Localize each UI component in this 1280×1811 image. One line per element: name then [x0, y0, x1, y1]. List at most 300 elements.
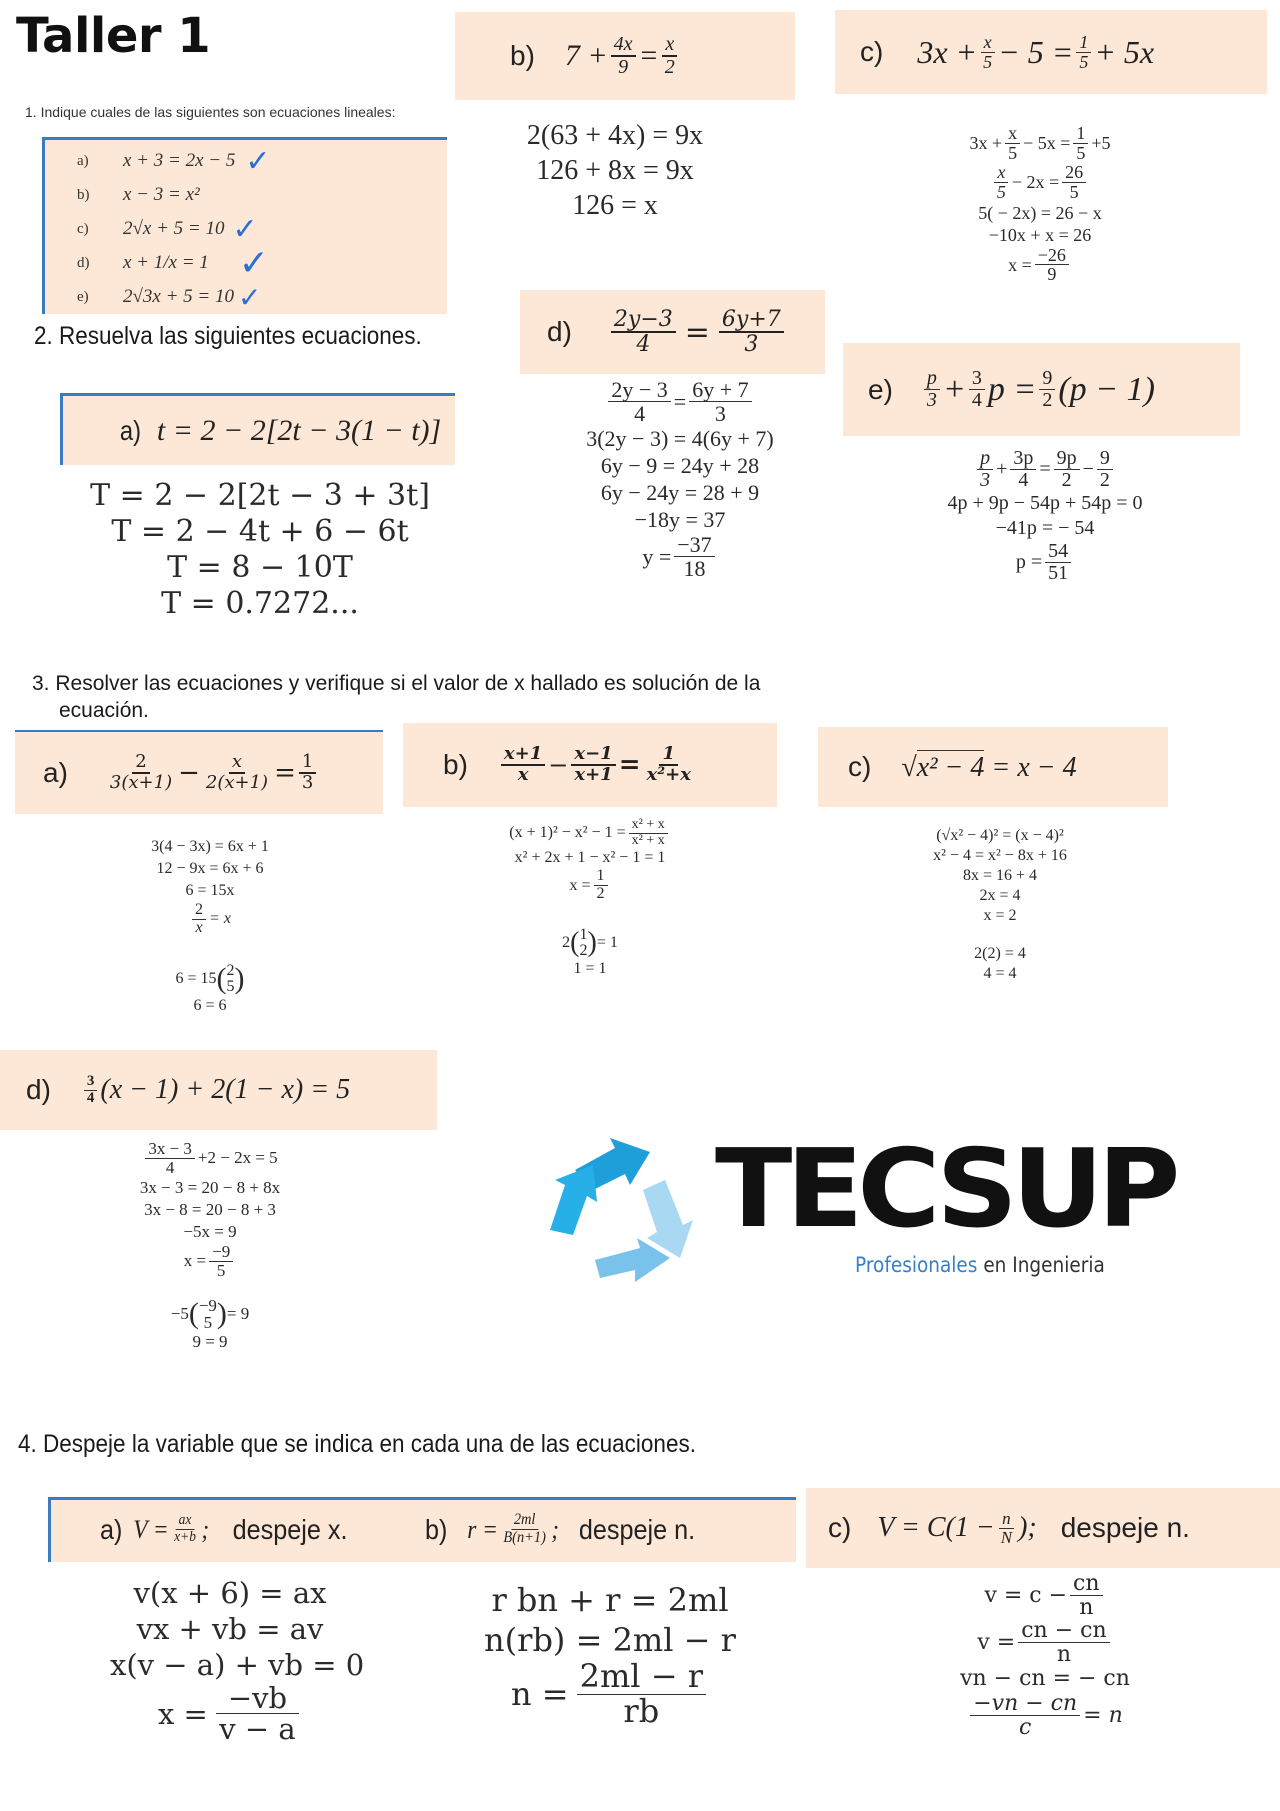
q2a-equation: t = 2 − 2[2t − 3(1 − t)] — [156, 413, 442, 447]
eq-part: − — [548, 751, 569, 779]
fraction — [924, 368, 940, 411]
fraction — [608, 378, 670, 425]
numerator: 1 — [579, 925, 588, 943]
eq-part: − 5 = — [998, 33, 1074, 70]
fraction — [611, 34, 636, 78]
eq-part: = — [684, 314, 710, 350]
step-part: − — [1082, 458, 1094, 480]
step: v(x + 6) = ax — [133, 1576, 327, 1610]
step — [540, 378, 820, 425]
denominator: 4 — [636, 332, 651, 357]
checkmark-icon: ✓ — [238, 280, 262, 314]
checkmark-icon: ✓ — [232, 211, 258, 247]
step: n(rb) = 2ml − r — [484, 1621, 736, 1659]
numerator: 54 — [1045, 541, 1071, 563]
q3a-steps — [80, 836, 340, 1017]
fraction — [977, 448, 993, 491]
fraction — [1018, 1619, 1109, 1666]
q1-prompt: 1. Indique cuales de las siguientes son ecuaciones lineales: — [25, 104, 396, 120]
step-part: n = — [511, 1675, 569, 1714]
eq-part: + 5x — [1094, 33, 1155, 70]
fraction — [107, 753, 175, 793]
q2e-label: e) — [868, 373, 893, 405]
step: 4p + 9p − 54p + 54p = 0 — [947, 492, 1143, 514]
step-part: x = — [157, 1696, 208, 1731]
fraction — [1039, 368, 1055, 411]
tagline-dark: en Ingenieria — [983, 1253, 1105, 1277]
step — [880, 541, 1210, 584]
check-step: 9 = 9 — [192, 1332, 228, 1352]
step: −41p = − 54 — [995, 517, 1095, 539]
checkmark-icon: ✓ — [245, 143, 271, 179]
paren-open: ( — [570, 926, 580, 958]
q4c-label: c) — [828, 1512, 852, 1543]
denominator: x²+x — [646, 764, 691, 785]
step: x(v − a) + vb = 0 — [110, 1648, 365, 1682]
paren-open: ( — [188, 1297, 199, 1331]
step: 6y − 9 = 24y + 28 — [600, 453, 760, 479]
numerator: 9 — [1097, 448, 1113, 470]
denominator: n — [1056, 1642, 1071, 1668]
denominator: 5 — [1008, 142, 1018, 163]
fraction — [1010, 448, 1036, 491]
q2d-label: d) — [547, 316, 572, 347]
step-part: +2 − 2x = 5 — [197, 1148, 278, 1168]
q2a-label: a) — [119, 414, 142, 446]
eq-part: p = — [987, 370, 1037, 408]
step: r bn + r = 2ml — [491, 1581, 729, 1619]
item-label: a) — [77, 152, 89, 169]
denominator: 2 — [1042, 389, 1053, 411]
q3d-equation — [81, 1074, 350, 1107]
logo-wordmark: TECSUP — [715, 1127, 1175, 1252]
tagline-blue: Profesionales — [855, 1253, 978, 1277]
step: 5( − 2x) = 26 − x — [978, 202, 1102, 223]
denominator: x — [517, 764, 529, 785]
numerator: −26 — [1035, 246, 1069, 266]
binom — [227, 963, 235, 995]
numerator: x — [662, 34, 677, 57]
q4c-equation-box — [806, 1488, 1280, 1568]
fraction — [1062, 163, 1086, 202]
fraction — [192, 902, 206, 937]
step — [460, 868, 720, 903]
paren-open: ( — [216, 961, 227, 995]
numerator: x — [981, 33, 995, 53]
numerator: −9 — [198, 1296, 217, 1316]
denominator: 51 — [1048, 562, 1069, 584]
denominator: 2(x+1) — [205, 772, 269, 793]
item-equation: x − 3 = x² — [123, 184, 200, 205]
check-step — [80, 963, 340, 995]
numerator: p — [977, 448, 993, 470]
q1-item-d — [77, 242, 447, 284]
numerator: n — [999, 1510, 1014, 1529]
step — [100, 1243, 320, 1280]
step: 3x − 8 = 20 − 8 + 3 — [144, 1199, 276, 1219]
q4-prompt: 4. Despeje la variable que se indica en cada una de las ecuaciones. — [18, 1430, 696, 1458]
sqrt-icon: √ — [901, 752, 917, 783]
paren-close: ) — [234, 961, 245, 995]
q4b-equation — [425, 1502, 695, 1557]
denominator: 18 — [683, 556, 706, 582]
fraction — [1045, 541, 1071, 584]
step: T = 2 − 2[2t − 3 + 3t] — [90, 478, 430, 513]
denominator: 5 — [1079, 51, 1089, 72]
step-part: 3x + — [969, 133, 1003, 154]
numerator: x² + x — [629, 818, 668, 834]
fraction — [1054, 448, 1080, 491]
check-step: 4 = 4 — [983, 965, 1017, 982]
q2d-equation-box — [520, 290, 825, 374]
numerator: 2ml — [511, 1512, 538, 1530]
denominator: 5 — [1076, 142, 1086, 163]
q2e-equation — [921, 368, 1155, 411]
step-part: −5 — [170, 1304, 189, 1324]
q3-prompt-line2: ecuación. — [59, 699, 149, 722]
numerator: 1 — [659, 745, 678, 766]
check-step — [100, 1297, 320, 1331]
fraction — [171, 1513, 198, 1546]
q3b-equation-box — [403, 723, 777, 807]
page-title: Taller 1 — [16, 8, 211, 64]
eq-part: = x − 4 — [991, 752, 1077, 783]
step — [460, 818, 720, 848]
fraction — [1035, 246, 1069, 285]
tecsup-logo — [535, 1125, 1185, 1300]
step — [80, 902, 340, 937]
denominator: 4 — [86, 1089, 95, 1106]
step-part: 6 = 15 — [175, 969, 217, 987]
q3a-equation-box — [15, 730, 383, 814]
numerator: −vn − cn — [970, 1692, 1080, 1716]
paren-close: ) — [216, 1297, 227, 1331]
fraction — [501, 1512, 549, 1547]
q4a-label: a) — [100, 1513, 123, 1545]
denominator: x — [195, 918, 203, 936]
numerator: 4x — [611, 34, 636, 57]
q3a-label: a) — [43, 757, 68, 788]
step: −5x = 9 — [183, 1221, 237, 1241]
step-part: + — [996, 458, 1008, 480]
step-part: = 9 — [226, 1304, 250, 1324]
eq-part: V = — [133, 1514, 169, 1544]
fraction — [629, 818, 668, 848]
q3a-equation — [104, 753, 319, 793]
fraction — [84, 1074, 98, 1107]
denominator: 9 — [618, 56, 629, 78]
eq-part: ); — [1018, 1512, 1037, 1543]
step-part: = x — [209, 910, 231, 928]
step: 2x = 4 — [979, 887, 1021, 904]
numerator: 1 — [594, 868, 608, 886]
step: x = 2 — [983, 907, 1017, 924]
numerator: 26 — [1062, 163, 1086, 183]
q1-item-a — [77, 144, 447, 178]
q4a-steps — [110, 1575, 365, 1747]
fraction — [145, 1140, 195, 1177]
numerator: 3 — [969, 368, 985, 390]
numerator: 6y+7 — [719, 308, 784, 333]
step-part: = — [1039, 458, 1051, 480]
step — [540, 533, 820, 580]
step-part: v = c − — [984, 1582, 1068, 1608]
q2b-label: b) — [510, 40, 535, 71]
q4c-steps — [925, 1572, 1165, 1740]
denominator: B(n+1) — [503, 1529, 546, 1546]
eq-part: = — [618, 750, 641, 780]
numerator: 2 — [192, 902, 206, 920]
numerator: p — [924, 368, 940, 390]
step — [900, 246, 1180, 285]
numerator: 3x − 3 — [145, 1140, 195, 1159]
fraction — [970, 1692, 1080, 1739]
numerator: 6y + 7 — [689, 378, 751, 402]
denominator: 3 — [714, 401, 726, 427]
step: T = 0.7272... — [161, 586, 359, 621]
check-step: 2(2) = 4 — [974, 945, 1026, 962]
denominator: x² + x — [631, 832, 665, 848]
q3c-steps — [880, 826, 1120, 984]
step-part: v = — [977, 1629, 1016, 1655]
numerator: 2y−3 — [611, 308, 676, 333]
denominator: 9 — [1047, 264, 1057, 285]
step-part: − 5x = — [1023, 133, 1071, 154]
numerator: 9 — [1039, 368, 1055, 390]
fraction — [998, 1510, 1015, 1547]
q2a-equation-box — [60, 393, 455, 465]
step: T = 8 − 10T — [167, 550, 353, 585]
eq-part: = — [638, 39, 659, 72]
step: 2(63 + 4x) = 9x — [526, 120, 704, 151]
fraction — [571, 745, 615, 785]
step-part: y = — [642, 544, 672, 570]
numerator: −vb — [216, 1683, 299, 1714]
q2c-steps — [900, 124, 1180, 284]
step: vx + vb = av — [136, 1612, 324, 1646]
step-part: (x + 1)² − x² − 1 = — [509, 824, 626, 842]
step — [110, 1683, 350, 1745]
fraction — [1076, 33, 1091, 72]
checkmark-icon: ✓ — [238, 242, 269, 284]
step-part: x = — [569, 876, 591, 894]
step — [925, 1692, 1165, 1739]
numerator: x — [994, 163, 1008, 183]
fraction — [577, 1657, 706, 1730]
denominator: 4 — [971, 389, 982, 411]
step-part: = n — [1083, 1702, 1123, 1728]
step: vn − cn = − cn — [960, 1666, 1130, 1692]
q2c-equation — [917, 33, 1154, 72]
numerator: x+1 — [501, 745, 545, 766]
denominator: 3 — [744, 332, 759, 357]
check-step: 1 = 1 — [573, 959, 607, 977]
q3b-steps — [460, 818, 720, 979]
denominator: 3(x+1) — [109, 772, 173, 793]
q1-item-c — [77, 212, 447, 246]
q3b-label: b) — [443, 749, 468, 780]
fraction — [689, 378, 751, 425]
item-equation: x + 3 = 2x − 5 — [123, 150, 236, 171]
q3c-equation — [901, 750, 1076, 784]
numerator: 1 — [1076, 33, 1091, 53]
fraction — [980, 33, 995, 72]
item-label: d) — [77, 254, 90, 271]
step-part: x = — [1008, 254, 1032, 275]
eq-part: = — [274, 758, 296, 788]
denominator: x+1 — [574, 764, 613, 785]
q3c-label: c) — [848, 751, 872, 782]
numerator: x — [229, 753, 245, 774]
denominator: n — [1079, 1595, 1094, 1621]
fraction — [1005, 124, 1020, 163]
step: 12 − 9x = 6x + 6 — [156, 860, 264, 877]
denominator: 2 — [1061, 469, 1072, 491]
q2b-equation — [565, 34, 681, 78]
step-part: − 2x = — [1011, 172, 1060, 193]
step-part: = — [673, 389, 687, 415]
denominator: 5 — [996, 181, 1006, 202]
fraction — [209, 1243, 233, 1280]
eq-part: (x − 1) + 2(1 − x) = 5 — [100, 1074, 351, 1105]
fraction — [662, 34, 678, 78]
q2-prompt: 2. Resuelva las siguientes ecuaciones. — [34, 322, 422, 350]
q4b-task: despeje n. — [578, 1513, 696, 1545]
fraction — [644, 745, 694, 785]
fraction — [674, 533, 714, 580]
item-equation: 2√3x + 5 = 10 — [123, 286, 235, 307]
q2e-equation-box — [843, 343, 1240, 436]
step-part: +5 — [1091, 133, 1111, 154]
q3-prompt-line1: 3. Resolver las ecuaciones y verifique si el valor de x hallado es solución de la — [32, 672, 761, 695]
numerator: 9p — [1054, 448, 1080, 470]
numerator: 3p — [1010, 448, 1036, 470]
numerator: 2y − 3 — [608, 378, 670, 402]
q3c-equation-box — [818, 727, 1168, 807]
eq-part: (p − 1) — [1058, 370, 1155, 408]
step — [880, 448, 1210, 491]
numerator: 2ml − r — [577, 1660, 706, 1695]
item-label: b) — [77, 186, 90, 203]
denominator: 2 — [664, 56, 675, 78]
fraction — [719, 308, 784, 356]
q4a-equation — [100, 1502, 347, 1557]
item-label: e) — [77, 288, 89, 305]
fraction — [611, 308, 676, 356]
denominator: 2 — [596, 885, 605, 903]
numerator: x — [1005, 124, 1020, 144]
eq-part: r = — [467, 1514, 498, 1544]
numerator: 3 — [84, 1074, 98, 1091]
step: 3x − 3 = 20 − 8 + 8x — [139, 1177, 281, 1197]
eq-part: 3x + — [917, 33, 978, 70]
q1-item-b — [77, 178, 447, 212]
numerator: cn — [1070, 1572, 1103, 1596]
denominator: 4 — [634, 401, 646, 427]
eq-part: − — [178, 758, 200, 788]
step: T = 2 − 4t + 6 − 6t — [111, 514, 409, 549]
denominator: 4 — [165, 1157, 175, 1177]
numerator: −37 — [674, 533, 714, 557]
q3d-label: d) — [26, 1074, 51, 1105]
numerator: 1 — [299, 753, 316, 774]
step: 3(4 − 3x) = 6x + 1 — [151, 838, 269, 855]
step — [460, 1657, 760, 1730]
q2e-steps — [880, 448, 1210, 584]
denominator: 2 — [1099, 469, 1110, 491]
eq-part: 7 + — [564, 39, 608, 72]
step-part: x = — [183, 1251, 207, 1271]
numerator: x−1 — [571, 745, 615, 766]
numerator: ax — [176, 1513, 194, 1530]
denominator: 5 — [216, 1260, 226, 1280]
fraction — [216, 1683, 299, 1745]
eq-part: ; — [201, 1514, 210, 1544]
paren-close: ) — [587, 926, 597, 958]
step-part: = 1 — [596, 933, 618, 951]
denominator: 5 — [983, 51, 993, 72]
logo-tagline — [855, 1253, 1105, 1277]
denominator: N — [1000, 1527, 1013, 1547]
item-label: c) — [77, 220, 89, 237]
step-part: p = — [1015, 551, 1043, 573]
step: 8x = 16 + 4 — [962, 867, 1038, 884]
step — [900, 163, 1180, 202]
eq-part: ; — [551, 1514, 560, 1544]
step: 3(2y − 3) = 4(6y + 7) — [586, 426, 774, 452]
fraction — [1097, 448, 1113, 491]
step: (√x² − 4)² = (x − 4)² — [936, 827, 1064, 844]
q2d-steps — [540, 378, 820, 580]
numerator: −9 — [209, 1243, 233, 1262]
q3-prompt — [32, 670, 760, 724]
q2b-equation-box — [455, 12, 795, 100]
denominator: v − a — [219, 1712, 296, 1747]
fraction — [1070, 1572, 1103, 1619]
denominator: c — [1019, 1715, 1032, 1741]
denominator: 3 — [980, 469, 991, 491]
q1-box — [42, 137, 447, 314]
denominator: 4 — [1018, 469, 1029, 491]
binom — [199, 1297, 217, 1331]
q4b-label: b) — [425, 1513, 448, 1545]
binom — [579, 927, 587, 959]
numerator: cn − cn — [1018, 1619, 1109, 1643]
step-part: 2 — [562, 933, 571, 951]
step — [925, 1619, 1165, 1666]
denominator: 5 — [226, 977, 235, 995]
step — [925, 1572, 1165, 1619]
check-step — [460, 927, 720, 959]
step: −18y = 37 — [634, 507, 726, 533]
item-equation: 2√x + 5 = 10 — [123, 218, 225, 239]
step: 126 = x — [572, 190, 658, 221]
numerator: 2 — [226, 961, 235, 979]
q4b-steps — [460, 1580, 760, 1728]
q2d-equation — [608, 308, 787, 356]
step: x² + 2x + 1 − x² − 1 = 1 — [514, 849, 666, 867]
fraction — [969, 368, 985, 411]
step — [900, 124, 1180, 163]
denominator: 5 — [1069, 181, 1079, 202]
q3d-equation-box — [0, 1050, 437, 1130]
radicand: x² − 4 — [916, 752, 985, 783]
fraction — [594, 868, 608, 903]
step: 6 = 15x — [185, 882, 235, 899]
denominator: rb — [623, 1691, 660, 1730]
step: x² − 4 = x² − 8x + 16 — [933, 847, 1067, 864]
denominator: x+b — [174, 1529, 196, 1545]
